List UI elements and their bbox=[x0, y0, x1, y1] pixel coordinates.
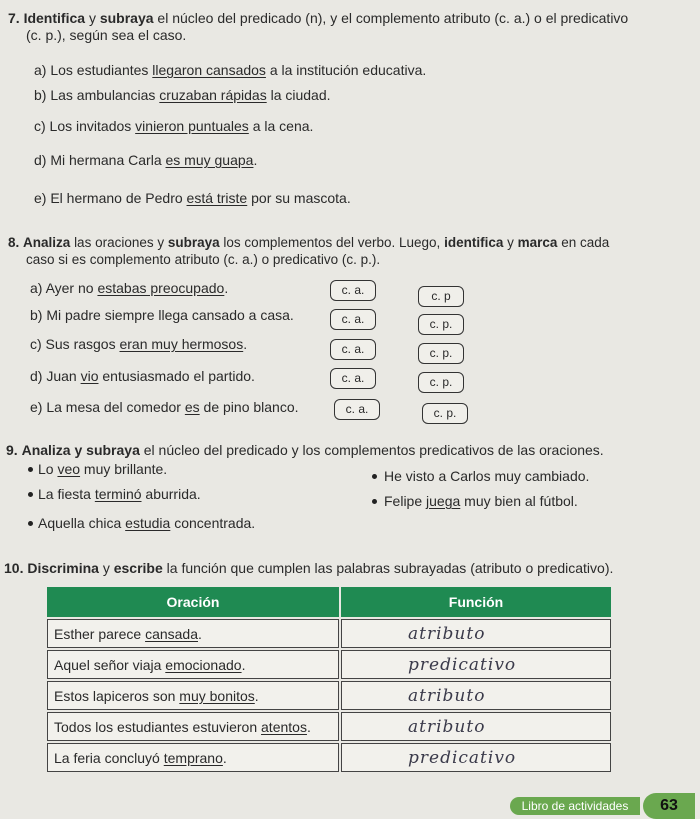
ex8-d-cp-option[interactable]: c. p. bbox=[418, 372, 464, 393]
answer-cell[interactable]: atributo bbox=[341, 619, 611, 648]
ex8-item-d: d) Juan vio entusiasmado el partido. bbox=[30, 368, 255, 384]
ex8-item-a: a) Ayer no estabas preocupado. bbox=[30, 280, 229, 296]
ex8-item-b: b) Mi padre siempre llega cansado a casa. bbox=[30, 307, 294, 323]
sentence-cell: Aquel señor viaja emocionado. bbox=[47, 650, 339, 679]
table-row bbox=[47, 650, 611, 679]
answer-cell[interactable]: atributo bbox=[341, 681, 611, 710]
bullet-dot bbox=[372, 499, 377, 504]
bullet-dot bbox=[28, 521, 33, 526]
table-row bbox=[47, 743, 611, 772]
function-table bbox=[45, 585, 613, 774]
table-row bbox=[47, 712, 611, 741]
ex9-item-3: La fiesta terminó aburrida. bbox=[38, 486, 201, 502]
ex8-e-cp-option[interactable]: c. p. bbox=[422, 403, 468, 424]
ex7-instruction-line2: (c. p.), según sea el caso. bbox=[26, 27, 187, 43]
ex9-item-4: Felipe juega muy bien al fútbol. bbox=[384, 493, 578, 509]
ex8-c-cp-option[interactable]: c. p. bbox=[418, 343, 464, 364]
footer-book-label: Libro de actividades bbox=[510, 797, 640, 815]
bullet-dot bbox=[28, 492, 33, 497]
ex7-item-d: d) Mi hermana Carla es muy guapa. bbox=[34, 152, 258, 168]
table-header-oracion: Oración bbox=[47, 587, 339, 617]
ex8-b-cp-option[interactable]: c. p. bbox=[418, 314, 464, 335]
bullet-dot bbox=[372, 474, 377, 479]
bullet-dot bbox=[28, 467, 33, 472]
ex8-e-ca-option[interactable]: c. a. bbox=[334, 399, 380, 420]
sentence-cell: Todos los estudiantes estuvieron atentos. bbox=[47, 712, 339, 741]
ex8-c-ca-option[interactable]: c. a. bbox=[330, 339, 376, 360]
ex10-instruction: 10. Discrimina y escribe la función que cumplen las palabras subrayadas (atributo o predicativo). bbox=[4, 560, 614, 576]
ex9-item-5: Aquella chica estudia concentrada. bbox=[38, 515, 256, 531]
table-row bbox=[47, 619, 611, 648]
ex7-item-a: a) Los estudiantes llegaron cansados a la institución educativa. bbox=[34, 62, 427, 78]
sentence-cell: Estos lapiceros son muy bonitos. bbox=[47, 681, 339, 710]
ex8-b-ca-option[interactable]: c. a. bbox=[330, 309, 376, 330]
ex8-item-e: e) La mesa del comedor es de pino blanco. bbox=[30, 399, 299, 415]
table-header-funcion: Función bbox=[341, 587, 611, 617]
ex8-instruction: 8. Analiza las oraciones y subraya los complementos del verbo. Luego, identifica y marca en cada bbox=[8, 235, 610, 250]
ex9-instruction: 9. Analiza y subraya el núcleo del predicado y los complementos predicativos de las oraciones. bbox=[6, 442, 604, 458]
ex8-instruction-line2: caso si es complemento atributo (c. a.) o predicativo (c. p.). bbox=[26, 252, 381, 267]
ex8-item-c: c) Sus rasgos eran muy hermosos. bbox=[30, 336, 248, 352]
answer-cell[interactable]: atributo bbox=[341, 712, 611, 741]
ex8-a-ca-option[interactable]: c. a. bbox=[330, 280, 376, 301]
page-number: 63 bbox=[643, 793, 695, 819]
ex7-instruction: 7. Identifica y subraya el núcleo del predicado (n), y el complemento atributo (c. a.) o el predicativo bbox=[8, 10, 629, 26]
ex7-item-e: e) El hermano de Pedro está triste por su mascota. bbox=[34, 190, 351, 206]
ex9-item-1: Lo veo muy brillante. bbox=[38, 461, 168, 477]
ex7-item-b: b) Las ambulancias cruzaban rápidas la ciudad. bbox=[34, 87, 331, 103]
ex7-item-c: c) Los invitados vinieron puntuales a la cena. bbox=[34, 118, 314, 134]
ex8-d-ca-option[interactable]: c. a. bbox=[330, 368, 376, 389]
ex9-item-2: He visto a Carlos muy cambiado. bbox=[384, 468, 590, 484]
answer-cell[interactable]: predicativo bbox=[341, 650, 611, 679]
answer-cell[interactable]: predicativo bbox=[341, 743, 611, 772]
table-row bbox=[47, 681, 611, 710]
ex8-a-cp-option[interactable]: c. p bbox=[418, 286, 464, 307]
sentence-cell: La feria concluyó temprano. bbox=[47, 743, 339, 772]
sentence-cell: Esther parece cansada. bbox=[47, 619, 339, 648]
